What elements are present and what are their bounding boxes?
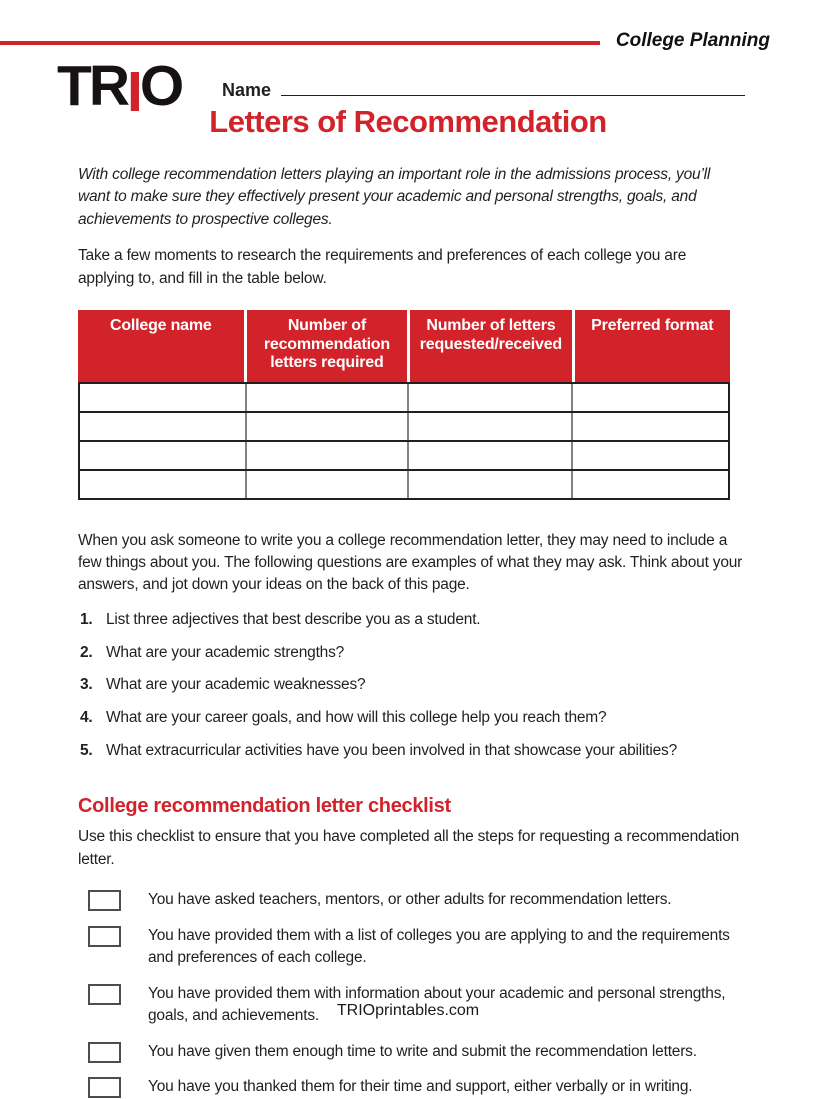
table-header-cell: Number of recommendation letters required: [244, 310, 408, 381]
checklist-item-label: You have provided them with information about your academic and personal strengths, goals, and achievements.: [148, 984, 726, 1025]
question-text: What are your academic strengths?: [106, 643, 345, 661]
table-cell-letters-required[interactable]: [245, 413, 408, 440]
table-cell-preferred-format[interactable]: [571, 413, 728, 440]
intro-paragraph: Take a few moments to research the requirements and preferences of each college you are applying to, and fill in the table below.: [78, 247, 687, 287]
checklist-item-label: You have asked teachers, mentors, or other adults for recommendation letters.: [148, 891, 672, 909]
question-number: 5.: [80, 741, 93, 759]
table-cell-preferred-format[interactable]: [571, 384, 728, 411]
checklist-intro-paragraph: Use this checklist to ensure that you have completed all the steps for requesting a recommendation letter.: [78, 828, 740, 868]
table-cell-preferred-format[interactable]: [571, 442, 728, 469]
question-number: 2.: [80, 643, 93, 661]
question-text: List three adjectives that best describe you as a student.: [106, 610, 481, 628]
intro-italic-paragraph: With college recommendation letters playing an important role in the admissions process, you’ll want to make sure they effectively present your academic and personal strengths, goals, and achievements to prospective colleges.: [78, 166, 711, 228]
checklist-item: [88, 925, 746, 970]
table-header-row: [78, 310, 730, 381]
table-row: [80, 442, 728, 471]
header-tag: College Planning: [615, 30, 770, 51]
table-cell-college-name[interactable]: [80, 442, 245, 469]
table-header-cell: College name: [78, 310, 244, 381]
checklist: [88, 889, 746, 1098]
table-cell-college-name[interactable]: [80, 471, 245, 498]
table-cell-letters-requested[interactable]: [407, 384, 570, 411]
checkbox[interactable]: [88, 890, 121, 911]
checklist-item-label: You have you thanked them for their time and support, either verbally or in writing.: [148, 1078, 693, 1096]
checklist-item: [88, 1041, 746, 1063]
checklist-heading: College recommendation letter checklist: [78, 795, 451, 818]
question-text: What extracurricular activities have you been involved in that showcase your abilities?: [106, 741, 678, 759]
questions-intro-paragraph: When you ask someone to write you a college recommendation letter, they may need to include a few things about you. The following questions are examples of what they may ask. Think about your answers, and jot down your ideas on the back of this page.: [78, 531, 743, 594]
question-text: What are your academic weaknesses?: [106, 676, 366, 694]
question-item: [80, 740, 746, 762]
table-row: [80, 413, 728, 442]
question-number: 3.: [80, 676, 93, 694]
checklist-item-label: You have provided them with a list of colleges you are applying to and the requirements and preferences of each college.: [148, 926, 730, 967]
checkbox[interactable]: [88, 1042, 121, 1063]
page-title: Letters of Recommendation: [209, 104, 607, 139]
questions-list: [80, 609, 746, 761]
table-cell-letters-requested[interactable]: [407, 413, 570, 440]
logo-part-i: I: [126, 60, 140, 124]
question-item: [80, 609, 746, 631]
checkbox[interactable]: [88, 1077, 121, 1098]
table-cell-letters-requested[interactable]: [407, 471, 570, 498]
table-cell-letters-required[interactable]: [245, 442, 408, 469]
table-cell-college-name[interactable]: [80, 413, 245, 440]
table-cell-letters-required[interactable]: [245, 384, 408, 411]
question-number: 1.: [80, 610, 93, 628]
table-row: [80, 471, 728, 498]
name-label: Name: [222, 80, 272, 100]
header-area: [0, 0, 816, 158]
checklist-item: [88, 1076, 746, 1098]
question-item: [80, 642, 746, 664]
footer-site-label: TRIOprintables.com: [336, 1002, 480, 1019]
table-row: [80, 384, 728, 413]
logo-part-tr: TR: [57, 54, 127, 118]
table-header-cell: Number of letters requested/received: [407, 310, 571, 381]
name-field: [222, 74, 745, 101]
checklist-item-label: You have given them enough time to write and submit the recommendation letters.: [148, 1042, 697, 1060]
recommendation-table: [78, 310, 730, 499]
question-text: What are your career goals, and how will this college help you reach them?: [106, 708, 607, 726]
logo-part-o: O: [139, 54, 182, 118]
question-number: 4.: [80, 708, 93, 726]
name-input-line[interactable]: [281, 74, 745, 96]
table-cell-letters-requested[interactable]: [407, 442, 570, 469]
table-body: [78, 382, 730, 500]
table-cell-college-name[interactable]: [80, 384, 245, 411]
question-item: [80, 674, 746, 696]
table-header-cell: Preferred format: [572, 310, 730, 381]
table-cell-letters-required[interactable]: [245, 471, 408, 498]
checklist-item: [88, 889, 746, 911]
table-cell-preferred-format[interactable]: [571, 471, 728, 498]
checkbox[interactable]: [88, 926, 121, 947]
question-item: [80, 707, 746, 729]
